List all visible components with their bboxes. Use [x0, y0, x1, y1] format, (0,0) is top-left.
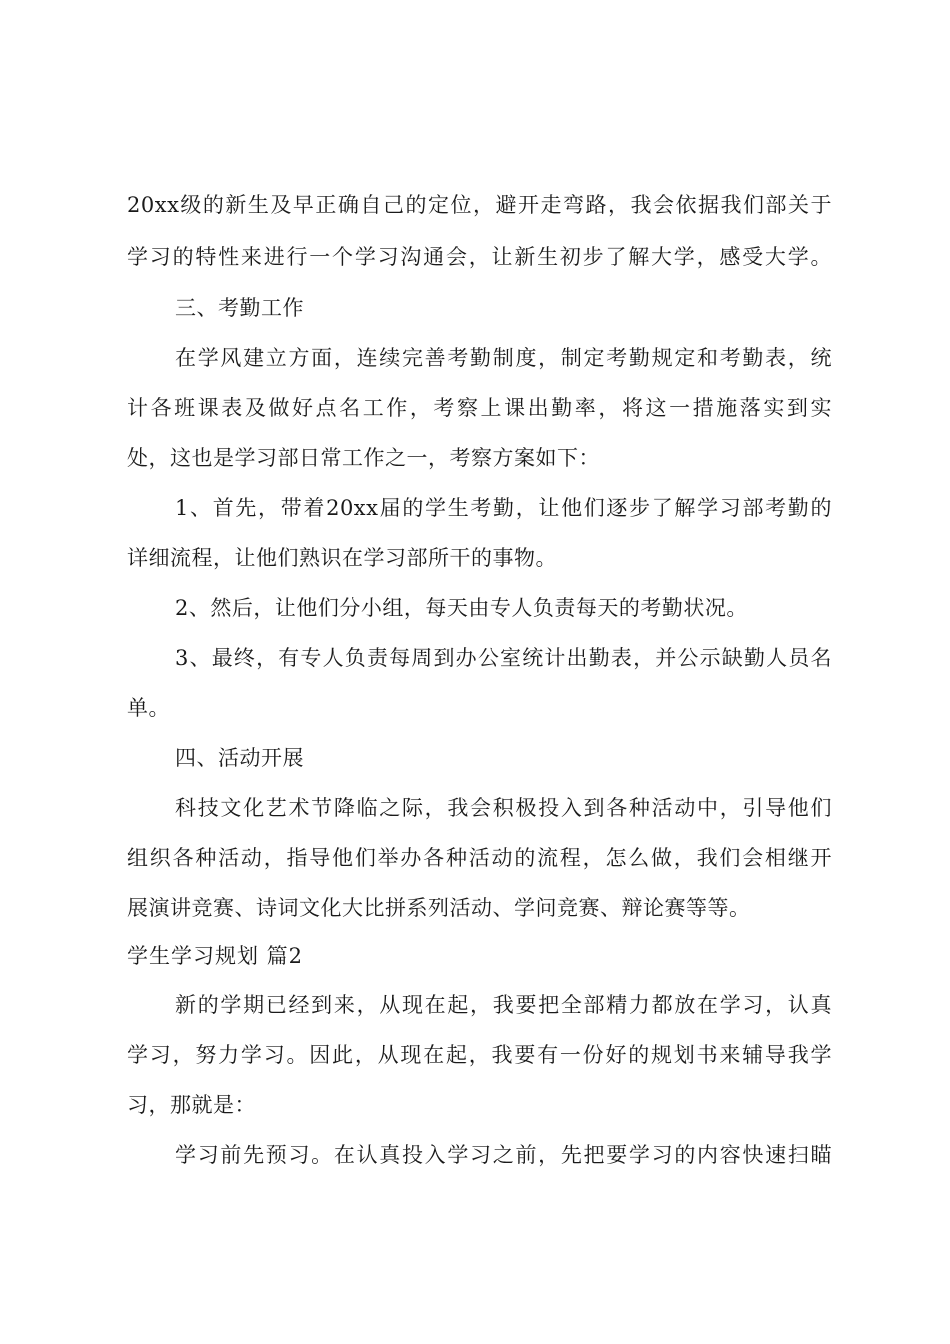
paragraph-line: 习，那就是： [127, 1093, 256, 1117]
list-item: 1、首先，带着20xx届的学生考勤，让他们逐步了解学习部考勤的 [175, 496, 832, 520]
article-heading: 学生学习规划 篇2 [127, 944, 304, 968]
paragraph-line: 单。 [127, 696, 170, 720]
paragraph-line: 学习的特性来进行一个学习沟通会，让新生初步了解大学，感受大学。 [127, 245, 832, 269]
paragraph-line: 20xx级的新生及早正确自己的定位，避开走弯路，我会依据我们部关于 [127, 193, 832, 217]
section-heading: 三、考勤工作 [175, 296, 304, 320]
paragraph-line: 计各班课表及做好点名工作，考察上课出勤率，将这一措施落实到实 [127, 396, 832, 420]
paragraph-line: 处，这也是学习部日常工作之一，考察方案如下： [127, 446, 600, 470]
paragraph-line: 在学风建立方面，连续完善考勤制度，制定考勤规定和考勤表，统 [175, 346, 832, 370]
paragraph-line: 详细流程，让他们熟识在学习部所干的事物。 [127, 546, 557, 570]
paragraph-line: 学习前先预习。在认真投入学习之前，先把要学习的内容快速扫瞄 [175, 1143, 832, 1167]
paragraph-line: 科技文化艺术节降临之际，我会积极投入到各种活动中，引导他们 [175, 796, 832, 820]
paragraph-line: 新的学期已经到来，从现在起，我要把全部精力都放在学习，认真 [175, 993, 832, 1017]
section-heading: 四、活动开展 [175, 746, 304, 770]
paragraph-line: 学习，努力学习。因此，从现在起，我要有一份好的规划书来辅导我学 [127, 1043, 832, 1067]
paragraph-line: 展演讲竞赛、诗词文化大比拼系列活动、学问竞赛、辩论赛等等。 [127, 896, 751, 920]
list-item: 3、最终，有专人负责每周到办公室统计出勤表，并公示缺勤人员名 [175, 646, 832, 670]
paragraph-line: 组织各种活动，指导他们举办各种活动的流程，怎么做，我们会相继开 [127, 846, 832, 870]
list-item: 2、然后，让他们分小组，每天由专人负责每天的考勤状况。 [175, 596, 748, 620]
